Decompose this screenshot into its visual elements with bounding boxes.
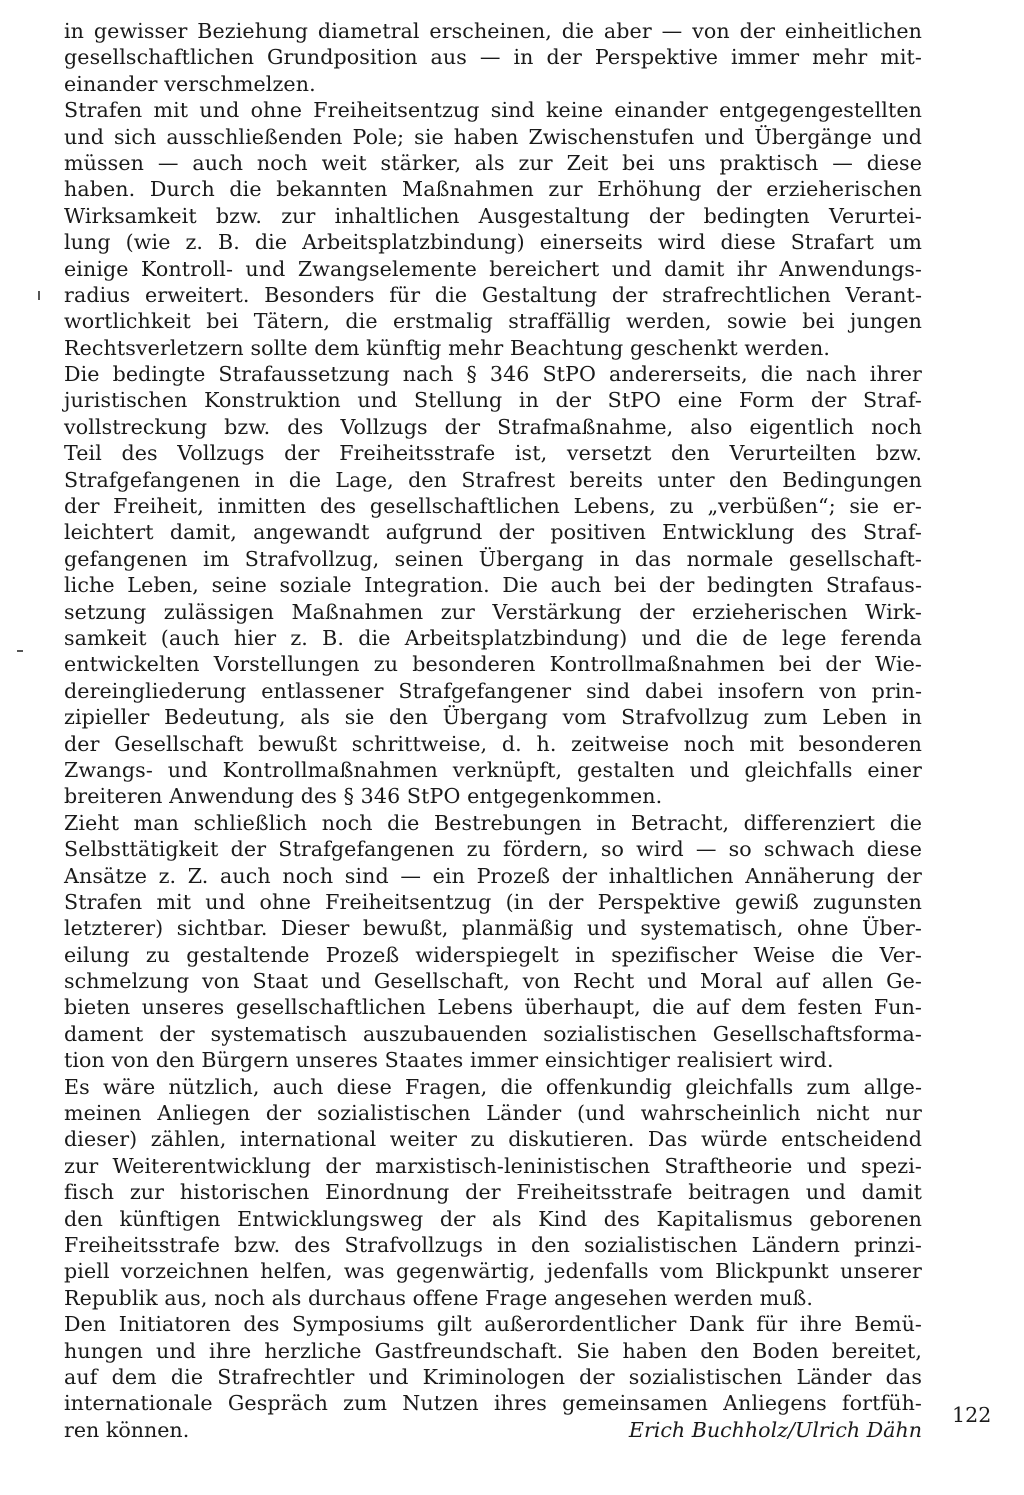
closing-text: ren können.	[64, 1417, 190, 1442]
text-line: internationale Gespräch zum Nutzen ihres gemeinsamen Anliegens fortfüh-	[64, 1391, 922, 1416]
text-line: wortlichkeit bei Tätern, die erstmalig straffällig werden, sowie bei jungen	[64, 309, 922, 334]
text-line: Die bedingte Strafaussetzung nach § 346 StPO andererseits, die nach ihrer	[64, 362, 922, 387]
text-line: und sich ausschließenden Pole; sie haben Zwischenstufen und Übergänge und	[64, 124, 922, 149]
text-line: Republik aus, noch als durchaus offene Frage angesehen werden muß.	[64, 1285, 814, 1310]
text-line: eilung zu gestaltende Prozeß widerspiegelt in spezifischer Weise die Ver-	[64, 942, 922, 967]
text-line: Freiheitsstrafe bzw. des Strafvollzugs in den sozialistischen Ländern prinzi-	[64, 1232, 922, 1257]
text-line: dereingliederung entlassener Strafgefangener sind dabei insofern von prin-	[64, 678, 922, 703]
paragraph	[64, 1311, 922, 1417]
text-line: gefangenen im Strafvollzug, seinen Übergang in das normale gesellschaft-	[64, 546, 922, 571]
text-line: Es wäre nützlich, auch diese Fragen, die offenkundig gleichfalls zum allge-	[64, 1074, 922, 1099]
margin-mark	[17, 650, 23, 652]
text-line: tion von den Bürgern unseres Staates immer einsichtiger realisiert wird.	[64, 1048, 834, 1073]
text-line: dament der systematisch auszubauenden sozialistischen Gesellschaftsforma-	[64, 1021, 922, 1046]
text-line: letzterer) sichtbar. Dieser bewußt, planmäßig und systematisch, ohne Über-	[64, 916, 922, 941]
text-line: dieser) zählen, international weiter zu diskutieren. Das würde entscheidend	[64, 1127, 922, 1152]
page-number: 122	[952, 1403, 992, 1427]
paragraph	[64, 18, 922, 97]
text-line: bieten unseres gesellschaftlichen Lebens überhaupt, die auf dem festen Fun-	[64, 995, 922, 1020]
text-line: gesellschaftlichen Grundposition aus — in der Perspektive immer mehr mit-	[64, 45, 922, 70]
text-line: schmelzung von Staat und Gesellschaft, von Recht und Moral auf allen Ge-	[64, 969, 922, 994]
text-line: der Freiheit, inmitten des gesellschaftlichen Lebens, zu „verbüßen“; sie er-	[64, 494, 922, 519]
text-line: Ansätze z. Z. auch noch sind — ein Prozeß der inhaltlichen Annäherung der	[64, 863, 922, 888]
text-line: entwickelten Vorstellungen zu besonderen Kontrollmaßnahmen bei der Wie-	[64, 652, 922, 677]
text-line: Teil des Vollzugs der Freiheitsstrafe ist, versetzt den Verurteilten bzw.	[64, 441, 922, 466]
text-line: Wirksamkeit bzw. zur inhaltlichen Ausgestaltung der bedingten Verurtei-	[64, 203, 922, 228]
text-line: auf dem die Strafrechtler und Kriminologen der sozialistischen Länder das	[64, 1364, 922, 1389]
text-line: fisch zur historischen Einordnung der Freiheitsstrafe beitragen und damit	[64, 1180, 922, 1205]
text-line: vollstreckung bzw. des Vollzugs der Strafmaßnahme, also eigentlich noch	[64, 414, 922, 439]
signature-line	[64, 1417, 922, 1443]
paragraph	[64, 97, 922, 361]
text-line: haben. Durch die bekannten Maßnahmen zur Erhöhung der erzieherischen	[64, 177, 922, 202]
text-line: liche Leben, seine soziale Integration. Die auch bei der bedingten Strafaus-	[64, 573, 922, 598]
text-line: setzung zulässigen Maßnahmen zur Verstärkung der erzieherischen Wirk-	[64, 599, 922, 624]
text-line: Zieht man schließlich noch die Bestrebungen in Betracht, differenziert die	[64, 810, 922, 835]
text-line: breiteren Anwendung des § 346 StPO entgegenkommen.	[64, 784, 663, 809]
document-body	[64, 18, 922, 1443]
text-line: Den Initiatoren des Symposiums gilt außerordentlicher Dank für ihre Bemü-	[64, 1312, 922, 1337]
text-line: lung (wie z. B. die Arbeitsplatzbindung) einerseits wird diese Strafart um	[64, 230, 922, 255]
text-line: leichtert damit, angewandt aufgrund der positiven Entwicklung des Straf-	[64, 520, 922, 545]
text-line: Strafen mit und ohne Freiheitsentzug sind keine einander entgegengestellten	[64, 98, 922, 123]
text-line: Selbsttätigkeit der Strafgefangenen zu fördern, so wird — so schwach diese	[64, 837, 922, 862]
text-line: meinen Anliegen der sozialistischen Länder (und wahrscheinlich nicht nur	[64, 1101, 922, 1126]
margin-mark	[38, 291, 40, 300]
text-line: Strafen mit und ohne Freiheitsentzug (in der Perspektive gewiß zugunsten	[64, 889, 922, 914]
text-line: piell vorzeichnen helfen, was gegenwärtig, jedenfalls vom Blickpunkt unserer	[64, 1259, 922, 1284]
text-line: einige Kontroll- und Zwangselemente bereichert und damit ihr Anwendungs-	[64, 256, 922, 281]
paragraph	[64, 1074, 922, 1312]
text-line: Zwangs- und Kontrollmaßnahmen verknüpft, gestalten und gleichfalls einer	[64, 757, 922, 782]
paragraph	[64, 361, 922, 810]
text-line: zur Weiterentwicklung der marxistisch-leninistischen Straftheorie und spezi-	[64, 1153, 922, 1178]
text-line: zipieller Bedeutung, als sie den Übergang vom Strafvollzug zum Leben in	[64, 705, 922, 730]
text-line: Rechtsverletzern sollte dem künftig mehr Beachtung geschenkt werden.	[64, 335, 830, 360]
text-line: juristischen Konstruktion und Stellung in der StPO eine Form der Straf-	[64, 388, 922, 413]
text-line: den künftigen Entwicklungsweg der als Kind des Kapitalismus geborenen	[64, 1206, 922, 1231]
text-line: Strafgefangenen in die Lage, den Strafrest bereits unter den Bedingungen	[64, 467, 922, 492]
text-line: der Gesellschaft bewußt schrittweise, d. h. zeitweise noch mit besonderen	[64, 731, 922, 756]
text-line: samkeit (auch hier z. B. die Arbeitsplatzbindung) und die de lege ferenda	[64, 625, 922, 650]
paragraph-list	[64, 18, 922, 1417]
text-line: radius erweitert. Besonders für die Gestaltung der strafrechtlichen Verant-	[64, 282, 922, 307]
text-line: müssen — auch noch weit stärker, als zur Zeit bei uns praktisch — diese	[64, 150, 922, 175]
text-line: einander verschmelzen.	[64, 71, 316, 96]
paragraph	[64, 810, 922, 1074]
text-line: in gewisser Beziehung diametral erscheinen, die aber — von der einheitlichen	[64, 19, 922, 43]
author-signature: Erich Buchholz/Ulrich Dähn	[628, 1417, 922, 1442]
text-line: hungen und ihre herzliche Gastfreundschaft. Sie haben den Boden bereitet,	[64, 1338, 922, 1363]
